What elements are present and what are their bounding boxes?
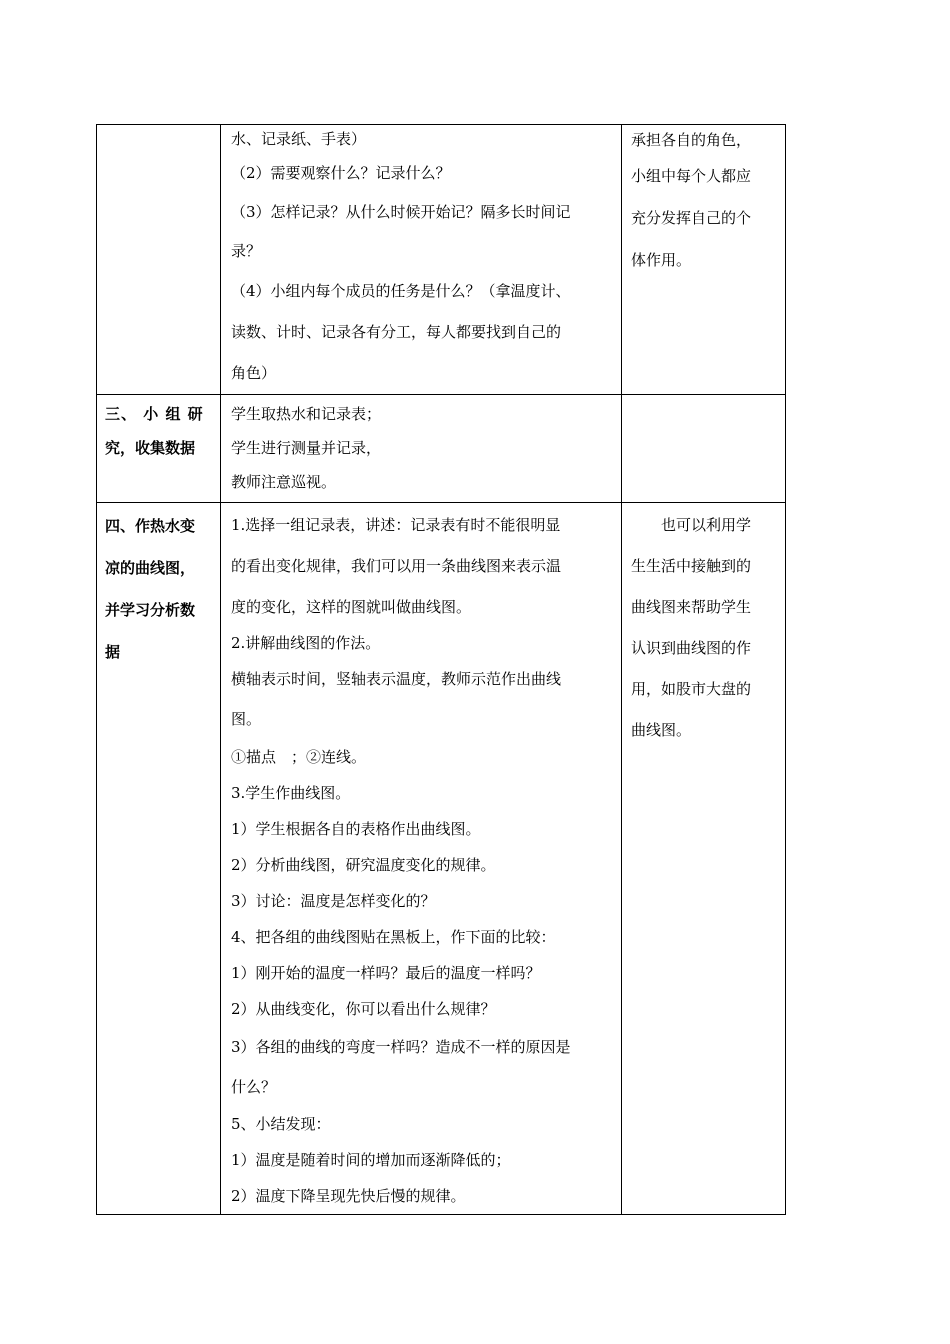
stage-cell bbox=[97, 503, 221, 1215]
text-line: 4、把各组的曲线图贴在黑板上，作下面的比较： bbox=[231, 928, 556, 946]
text-line: 的看出变化规律，我们可以用一条曲线图来表示温 bbox=[231, 557, 562, 575]
stage-cell bbox=[97, 125, 221, 395]
note-line: 体作用。 bbox=[631, 251, 692, 269]
text-line: 什么？ bbox=[231, 1078, 277, 1096]
note-cell bbox=[622, 395, 786, 503]
stage-heading-line: 究，收集数据 bbox=[105, 439, 196, 457]
text-line: 学生取热水和记录表； bbox=[231, 405, 382, 423]
text-line: 2.讲解曲线图的作法。 bbox=[231, 634, 381, 652]
note-line: 充分发挥自己的个 bbox=[631, 209, 752, 227]
activity-cell bbox=[221, 125, 622, 395]
text-line: ①描点 ；②连线。 bbox=[231, 748, 367, 766]
text-line: 横轴表示时间，竖轴表示温度，教师示范作出曲线 bbox=[231, 670, 562, 688]
text-line: 水、记录纸、手表） bbox=[231, 130, 367, 148]
stage-heading-line: 并学习分析数 bbox=[105, 601, 196, 619]
text-line: 3）各组的曲线的弯度一样吗？造成不一样的原因是 bbox=[231, 1038, 571, 1056]
text-line: 角色） bbox=[231, 364, 277, 382]
text-line: 1）温度是随着时间的增加而逐渐降低的； bbox=[231, 1151, 511, 1169]
text-line: 5、小结发现： bbox=[231, 1115, 331, 1133]
text-line: 录？ bbox=[231, 242, 262, 260]
note-line: 小组中每个人都应 bbox=[631, 167, 752, 185]
stage-heading-line: 凉的曲线图， bbox=[105, 559, 196, 577]
note-line: 用，如股市大盘的 bbox=[631, 680, 752, 698]
note-line: 承担各自的角色， bbox=[631, 131, 752, 149]
table-row bbox=[97, 125, 786, 395]
stage-heading-line: 据 bbox=[105, 643, 121, 661]
stage-heading-line: 三、 小 组 研 bbox=[105, 405, 204, 423]
text-line: （2）需要观察什么？记录什么？ bbox=[231, 164, 451, 182]
note-cell bbox=[622, 125, 786, 395]
text-line: 学生进行测量并记录， bbox=[231, 439, 382, 457]
table-row bbox=[97, 395, 786, 503]
text-line: 教师注意巡视。 bbox=[231, 473, 337, 491]
text-line: 2）温度下降呈现先快后慢的规律。 bbox=[231, 1187, 466, 1205]
text-line: 读数、计时、记录各有分工，每人都要找到自己的 bbox=[231, 323, 562, 341]
text-line: （3）怎样记录？从什么时候开始记？隔多长时间记 bbox=[231, 203, 571, 221]
text-line: 1.选择一组记录表，讲述：记录表有时不能很明显 bbox=[231, 516, 561, 534]
note-line: 曲线图。 bbox=[631, 721, 692, 739]
stage-cell bbox=[97, 395, 221, 503]
activity-cell bbox=[221, 503, 622, 1215]
stage-heading-line: 四、作热水变 bbox=[105, 517, 196, 535]
text-line: 度的变化，这样的图就叫做曲线图。 bbox=[231, 598, 472, 616]
note-line: 生生活中接触到的 bbox=[631, 557, 752, 575]
lesson-plan-table bbox=[96, 124, 786, 1215]
table-row bbox=[97, 503, 786, 1215]
note-line: 认识到曲线图的作 bbox=[631, 639, 752, 657]
text-line: 1）刚开始的温度一样吗？最后的温度一样吗？ bbox=[231, 964, 541, 982]
note-cell bbox=[622, 503, 786, 1215]
text-line: 3.学生作曲线图。 bbox=[231, 784, 351, 802]
text-line: 2）分析曲线图，研究温度变化的规律。 bbox=[231, 856, 496, 874]
note-line: 也可以利用学 bbox=[631, 516, 752, 534]
note-line: 曲线图来帮助学生 bbox=[631, 598, 752, 616]
activity-cell bbox=[221, 395, 622, 503]
text-line: 2）从曲线变化，你可以看出什么规律？ bbox=[231, 1000, 496, 1018]
text-line: 1）学生根据各自的表格作出曲线图。 bbox=[231, 820, 481, 838]
text-line: 3）讨论：温度是怎样变化的？ bbox=[231, 892, 436, 910]
text-line: 图。 bbox=[231, 710, 262, 728]
text-line: （4）小组内每个成员的任务是什么？（拿温度计、 bbox=[231, 282, 571, 300]
